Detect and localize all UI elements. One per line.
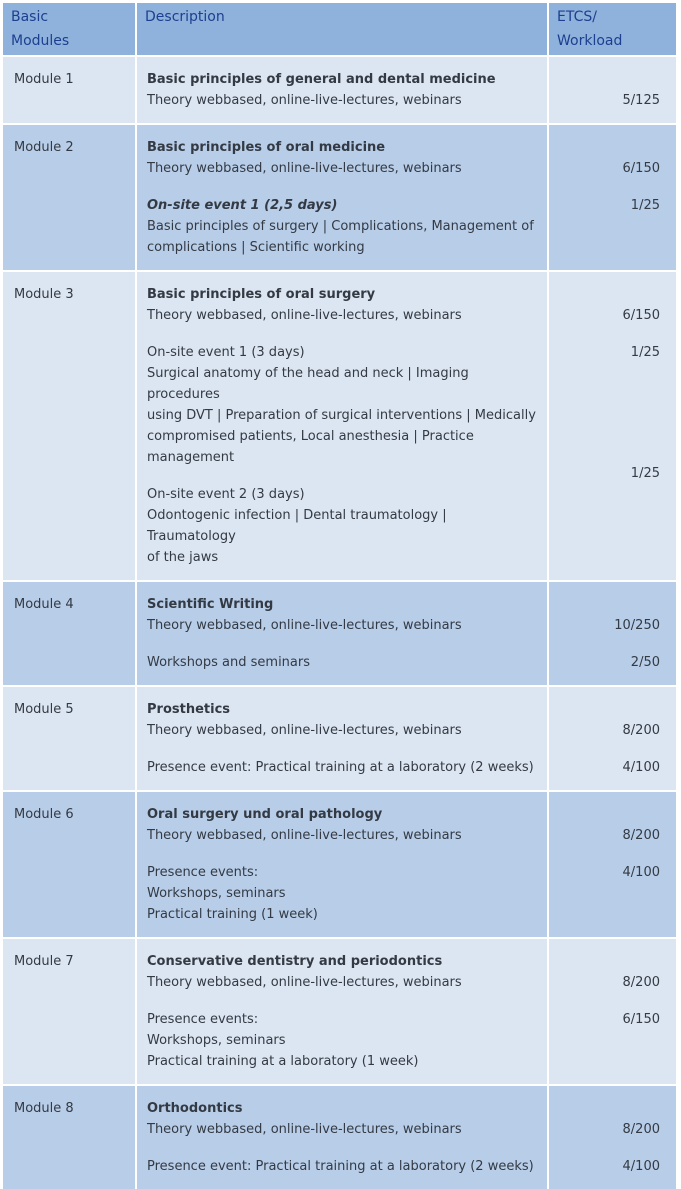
- module-description: [137, 790, 549, 937]
- module-row: [3, 790, 676, 937]
- theory-text: Theory webbased, online-live-lectures, webinars: [147, 723, 462, 738]
- theory-workload: 8/200: [622, 828, 660, 843]
- header-description: Description: [137, 3, 549, 55]
- module-name: Module 3: [3, 270, 137, 580]
- extra-text: Workshops and seminars: [147, 655, 311, 670]
- theory-workload: 5/125: [622, 93, 660, 108]
- module-workload: [549, 270, 676, 580]
- extra-text: Presence event: Practical training at a laboratory (2 weeks): [147, 760, 534, 775]
- module-title: Scientific Writing: [147, 597, 274, 612]
- module-description: [137, 1084, 549, 1189]
- module-workload: [549, 1084, 676, 1189]
- extra-text: Presence event: Practical training at a laboratory (2 weeks): [147, 1159, 534, 1174]
- extra-workload: 4/100: [622, 760, 660, 775]
- theory-workload: 10/250: [614, 618, 660, 633]
- module-title: Basic principles of oral surgery: [147, 287, 376, 302]
- theory-text: Theory webbased, online-live-lectures, webinars: [147, 308, 462, 323]
- module-name: Module 7: [3, 937, 137, 1084]
- extra-line: Practical training at a laboratory (1 week): [147, 1054, 419, 1069]
- header-workload-line1: ETCS/: [557, 9, 597, 25]
- theory-workload: 8/200: [622, 1122, 660, 1137]
- theory-workload: 6/150: [622, 161, 660, 176]
- event-workload: 1/25: [630, 345, 660, 360]
- header-basic-modules-line2: Modules: [11, 33, 70, 49]
- event-line: of the jaws: [147, 550, 219, 565]
- extra-line: Practical training (1 week): [147, 907, 318, 922]
- header-workload-line2: Workload: [557, 33, 623, 49]
- event-line: Surgical anatomy of the head and neck | Imaging procedures: [147, 366, 469, 402]
- module-row: [3, 1084, 676, 1189]
- module-description: [137, 55, 549, 123]
- module-workload: [549, 55, 676, 123]
- module-name: Module 8: [3, 1084, 137, 1189]
- theory-text: Theory webbased, online-live-lectures, webinars: [147, 975, 462, 990]
- module-name: Module 2: [3, 123, 137, 270]
- module-row: [3, 55, 676, 123]
- module-name: Module 4: [3, 580, 137, 685]
- module-workload: [549, 123, 676, 270]
- event-title: On-site event 1 (3 days): [147, 345, 305, 360]
- theory-text: Theory webbased, online-live-lectures, webinars: [147, 1122, 462, 1137]
- module-title: Basic principles of general and dental medicine: [147, 72, 496, 87]
- modules-table: [3, 3, 676, 1189]
- module-workload: [549, 790, 676, 937]
- header-row: [3, 3, 676, 55]
- theory-text: Theory webbased, online-live-lectures, webinars: [147, 93, 462, 108]
- theory-workload: 8/200: [622, 975, 660, 990]
- extra-line: Workshops, seminars: [147, 886, 286, 901]
- module-title: Basic principles of oral medicine: [147, 140, 386, 155]
- extra-workload: 4/100: [622, 1159, 660, 1174]
- extra-line: Workshops, seminars: [147, 1033, 286, 1048]
- extra-workload: 6/150: [622, 1012, 660, 1027]
- module-description: [137, 580, 549, 685]
- module-description: [137, 937, 549, 1084]
- module-description: [137, 685, 549, 790]
- extra-workload: 2/50: [630, 655, 660, 670]
- theory-text: Theory webbased, online-live-lectures, webinars: [147, 618, 462, 633]
- header-basic-modules-line1: Basic: [11, 9, 49, 25]
- event-line: management: [147, 450, 235, 465]
- event-title: On-site event 2 (3 days): [147, 487, 305, 502]
- module-name: Module 6: [3, 790, 137, 937]
- theory-text: Theory webbased, online-live-lectures, webinars: [147, 161, 462, 176]
- module-name: Module 1: [3, 55, 137, 123]
- event-workload: 1/25: [630, 466, 660, 481]
- module-title: Prosthetics: [147, 702, 231, 717]
- header-basic-modules: [3, 3, 137, 55]
- extra-line: Presence events:: [147, 865, 259, 880]
- module-name: Module 5: [3, 685, 137, 790]
- module-workload: [549, 685, 676, 790]
- event-line: compromised patients, Local anesthesia | Practice: [147, 429, 474, 444]
- theory-text: Theory webbased, online-live-lectures, webinars: [147, 828, 462, 843]
- module-workload: [549, 937, 676, 1084]
- theory-workload: 6/150: [622, 308, 660, 323]
- extra-line: Presence events:: [147, 1012, 259, 1027]
- module-row: [3, 123, 676, 270]
- event-line: complications | Scientific working: [147, 240, 365, 255]
- module-title: Conservative dentistry and periodontics: [147, 954, 443, 969]
- event-workload: 1/25: [630, 198, 660, 213]
- extra-workload: 4/100: [622, 865, 660, 880]
- event-title: On-site event 1 (2,5 days): [147, 198, 338, 213]
- header-workload: [549, 3, 676, 55]
- module-row: [3, 580, 676, 685]
- module-description: [137, 123, 549, 270]
- module-description: [137, 270, 549, 580]
- event-line: using DVT | Preparation of surgical interventions | Medically: [147, 408, 536, 423]
- module-row: [3, 270, 676, 580]
- event-line: Odontogenic infection | Dental traumatology | Traumatology: [147, 508, 447, 544]
- module-workload: [549, 580, 676, 685]
- theory-workload: 8/200: [622, 723, 660, 738]
- module-row: [3, 685, 676, 790]
- module-title: Oral surgery und oral pathology: [147, 807, 383, 822]
- module-row: [3, 937, 676, 1084]
- event-line: Basic principles of surgery | Complications, Management of: [147, 219, 534, 234]
- module-title: Orthodontics: [147, 1101, 243, 1116]
